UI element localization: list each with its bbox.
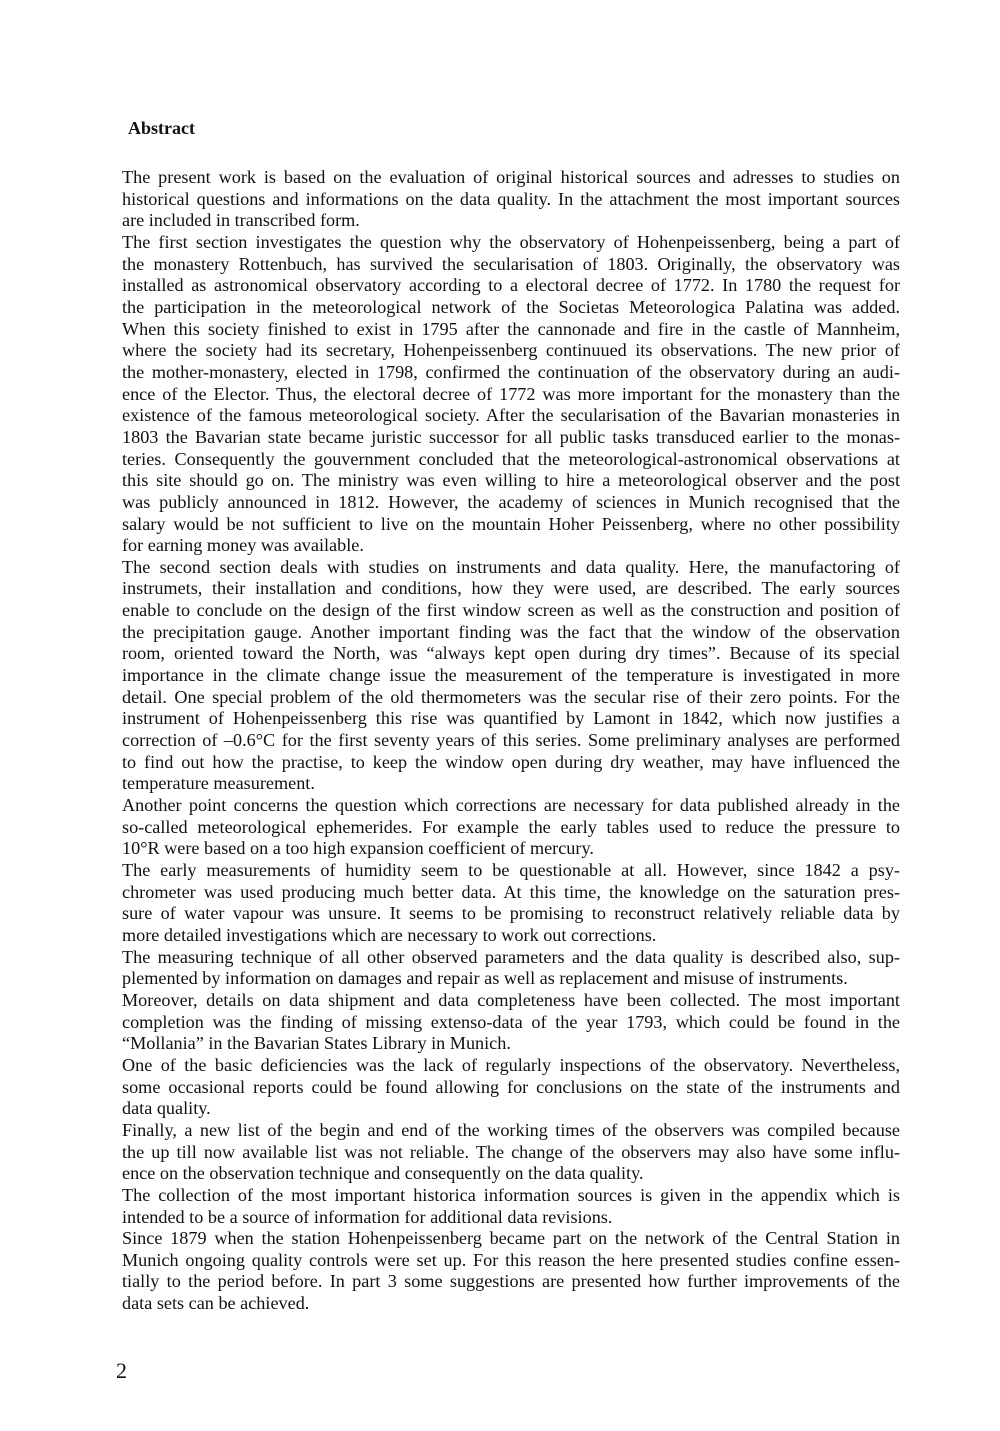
paragraph	[122, 947, 900, 990]
text-line: “Mollania” in the Bavarian States Library in Munich.	[122, 1033, 511, 1054]
text-line: the monastery Rottenbuch, has survived the secularisation of 1803. Originally, the observatory was	[122, 253, 900, 274]
text-line: teries. Consequently the gouvernment concluded that the meteorological-astronomical observations at	[122, 448, 900, 469]
text-line: historical questions and informations on the data quality. In the attachment the most important sources	[122, 188, 900, 209]
text-line: intended to be a source of information for additional data revisions.	[122, 1206, 613, 1227]
text-line: this site should go on. The ministry was even willing to hire a meteorological observer and the post	[122, 470, 900, 491]
paragraph	[122, 1185, 900, 1228]
text-line: The present work is based on the evaluation of original historical sources and adresses to studies on	[122, 167, 900, 187]
text-line: The measuring technique of all other observed parameters and the data quality is described also, sup-	[122, 946, 900, 967]
text-line: The first section investigates the question why the observatory of Hohenpeissenberg, being a part of	[122, 231, 900, 252]
text-line: sure of water vapour was unsure. It seems to be promising to reconstruct relatively reliable data by	[122, 903, 900, 924]
text-line: The collection of the most important historica information sources is given in the appendix which is	[122, 1184, 900, 1205]
paragraph	[122, 167, 900, 232]
text-line: chrometer was used producing much better data. At this time, the knowledge on the saturation pres-	[122, 881, 900, 902]
text-line: data quality.	[122, 1098, 211, 1119]
text-line: correction of –0.6°C for the first seventy years of this series. Some preliminary analyses are performed	[122, 730, 900, 751]
paragraph	[122, 1055, 900, 1120]
text-line: One of the basic deficiencies was the lack of regularly inspections of the observatory. Nevertheless,	[122, 1054, 900, 1075]
paragraph	[122, 860, 900, 947]
paragraph	[122, 232, 900, 557]
text-line: are included in transcribed form.	[122, 210, 360, 231]
text-line: completion was the finding of missing extenso-data of the year 1793, which could be found in the	[122, 1011, 900, 1032]
text-line: ence on the observation technique and consequently on the data quality.	[122, 1163, 644, 1184]
text-line: ence of the Elector. Thus, the electoral decree of 1772 was more important for the monastery than the	[122, 383, 900, 404]
text-line: for earning money was available.	[122, 535, 364, 556]
text-line: When this society finished to exist in 1795 after the cannonade and fire in the castle of Mannheim,	[122, 318, 900, 339]
text-line: The early measurements of humidity seem to be questionable at all. However, since 1842 a psy-	[122, 860, 900, 880]
text-line: 1803 the Bavarian state became juristic successor for all public tasks transduced earlier to the monas-	[122, 426, 900, 447]
text-line: tially to the period before. In part 3 some suggestions are presented how further improvements of the	[122, 1271, 900, 1292]
text-line: the up till now available list was not reliable. The change of the observers may also have some influ-	[122, 1141, 900, 1162]
paragraph	[122, 1228, 900, 1315]
abstract-body	[122, 167, 900, 1315]
text-line: some occasional reports could be found allowing for conclusions on the state of the instruments and	[122, 1076, 900, 1097]
text-line: 10°R were based on a too high expansion coefficient of mercury.	[122, 838, 594, 859]
text-line: The second section deals with studies on instruments and data quality. Here, the manufactoring of	[122, 556, 900, 577]
text-line: to find out how the practise, to keep the window open during dry weather, may have influenced the	[122, 751, 900, 772]
text-line: Another point concerns the question which corrections are necessary for data published already in the	[122, 795, 900, 816]
text-line: salary would be not sufficient to live on the mountain Hoher Peissenberg, where no other possibility	[122, 513, 900, 534]
text-line: importance in the climate change issue the measurement of the temperature is investigated in more	[122, 665, 900, 686]
text-line: where the society had its secretary, Hohenpeissenberg continuued its observations. The new prior of	[122, 340, 900, 361]
text-line: Finally, a new list of the begin and end of the working times of the observers was compiled because	[122, 1119, 900, 1140]
section-heading: Abstract	[128, 118, 195, 138]
text-line: more detailed investigations which are necessary to work out corrections.	[122, 924, 657, 945]
text-line: the participation in the meteorological network of the Societas Meteorologica Palatina was added.	[122, 296, 900, 317]
paragraph	[122, 1120, 900, 1185]
paragraph	[122, 795, 900, 860]
text-line: data sets can be achieved.	[122, 1293, 310, 1314]
text-line: instrument of Hohenpeissenberg this rise was quantified by Lamont in 1842, which now justifies a	[122, 708, 900, 729]
text-line: instrumets, their installation and conditions, how they were used, are described. The early sources	[122, 578, 900, 599]
text-line: so-called meteorological ephemerides. For example the early tables used to reduce the pressure to	[122, 816, 900, 837]
paragraph	[122, 990, 900, 1055]
text-line: detail. One special problem of the old thermometers was the secular rise of their zero points. For the	[122, 686, 900, 707]
text-line: Munich ongoing quality controls were set up. For this reason the here presented studies confine essen-	[122, 1249, 900, 1270]
text-line: the precipitation gauge. Another important finding was the fact that the window of the observation	[122, 621, 900, 642]
text-line: Since 1879 when the station Hohenpeissenberg became part on the network of the Central Station in	[122, 1228, 900, 1249]
paragraph	[122, 557, 900, 795]
text-line: installed as astronomical observatory according to a electoral decree of 1772. In 1780 the request for	[122, 275, 900, 296]
text-line: room, oriented toward the North, was “always kept open during dry times”. Because of its special	[122, 643, 900, 664]
text-line: existence of the famous meteorological society. After the secularisation of the Bavarian monasteries in	[122, 405, 900, 426]
text-line: Moreover, details on data shipment and data completeness have been collected. The most important	[122, 989, 900, 1010]
page-number: 2	[116, 1358, 127, 1383]
text-line: was publicly announced in 1812. However, the academy of sciences in Munich recognised that the	[122, 491, 900, 512]
text-line: enable to conclude on the design of the first window screen as well as the construction and position of	[122, 600, 900, 621]
text-line: the mother-monastery, elected in 1798, confirmed the continuation of the observatory during an audi-	[122, 361, 900, 382]
text-line: temperature measurement.	[122, 773, 315, 794]
text-line: plemented by information on damages and repair as well as replacement and misuse of instruments.	[122, 968, 848, 989]
